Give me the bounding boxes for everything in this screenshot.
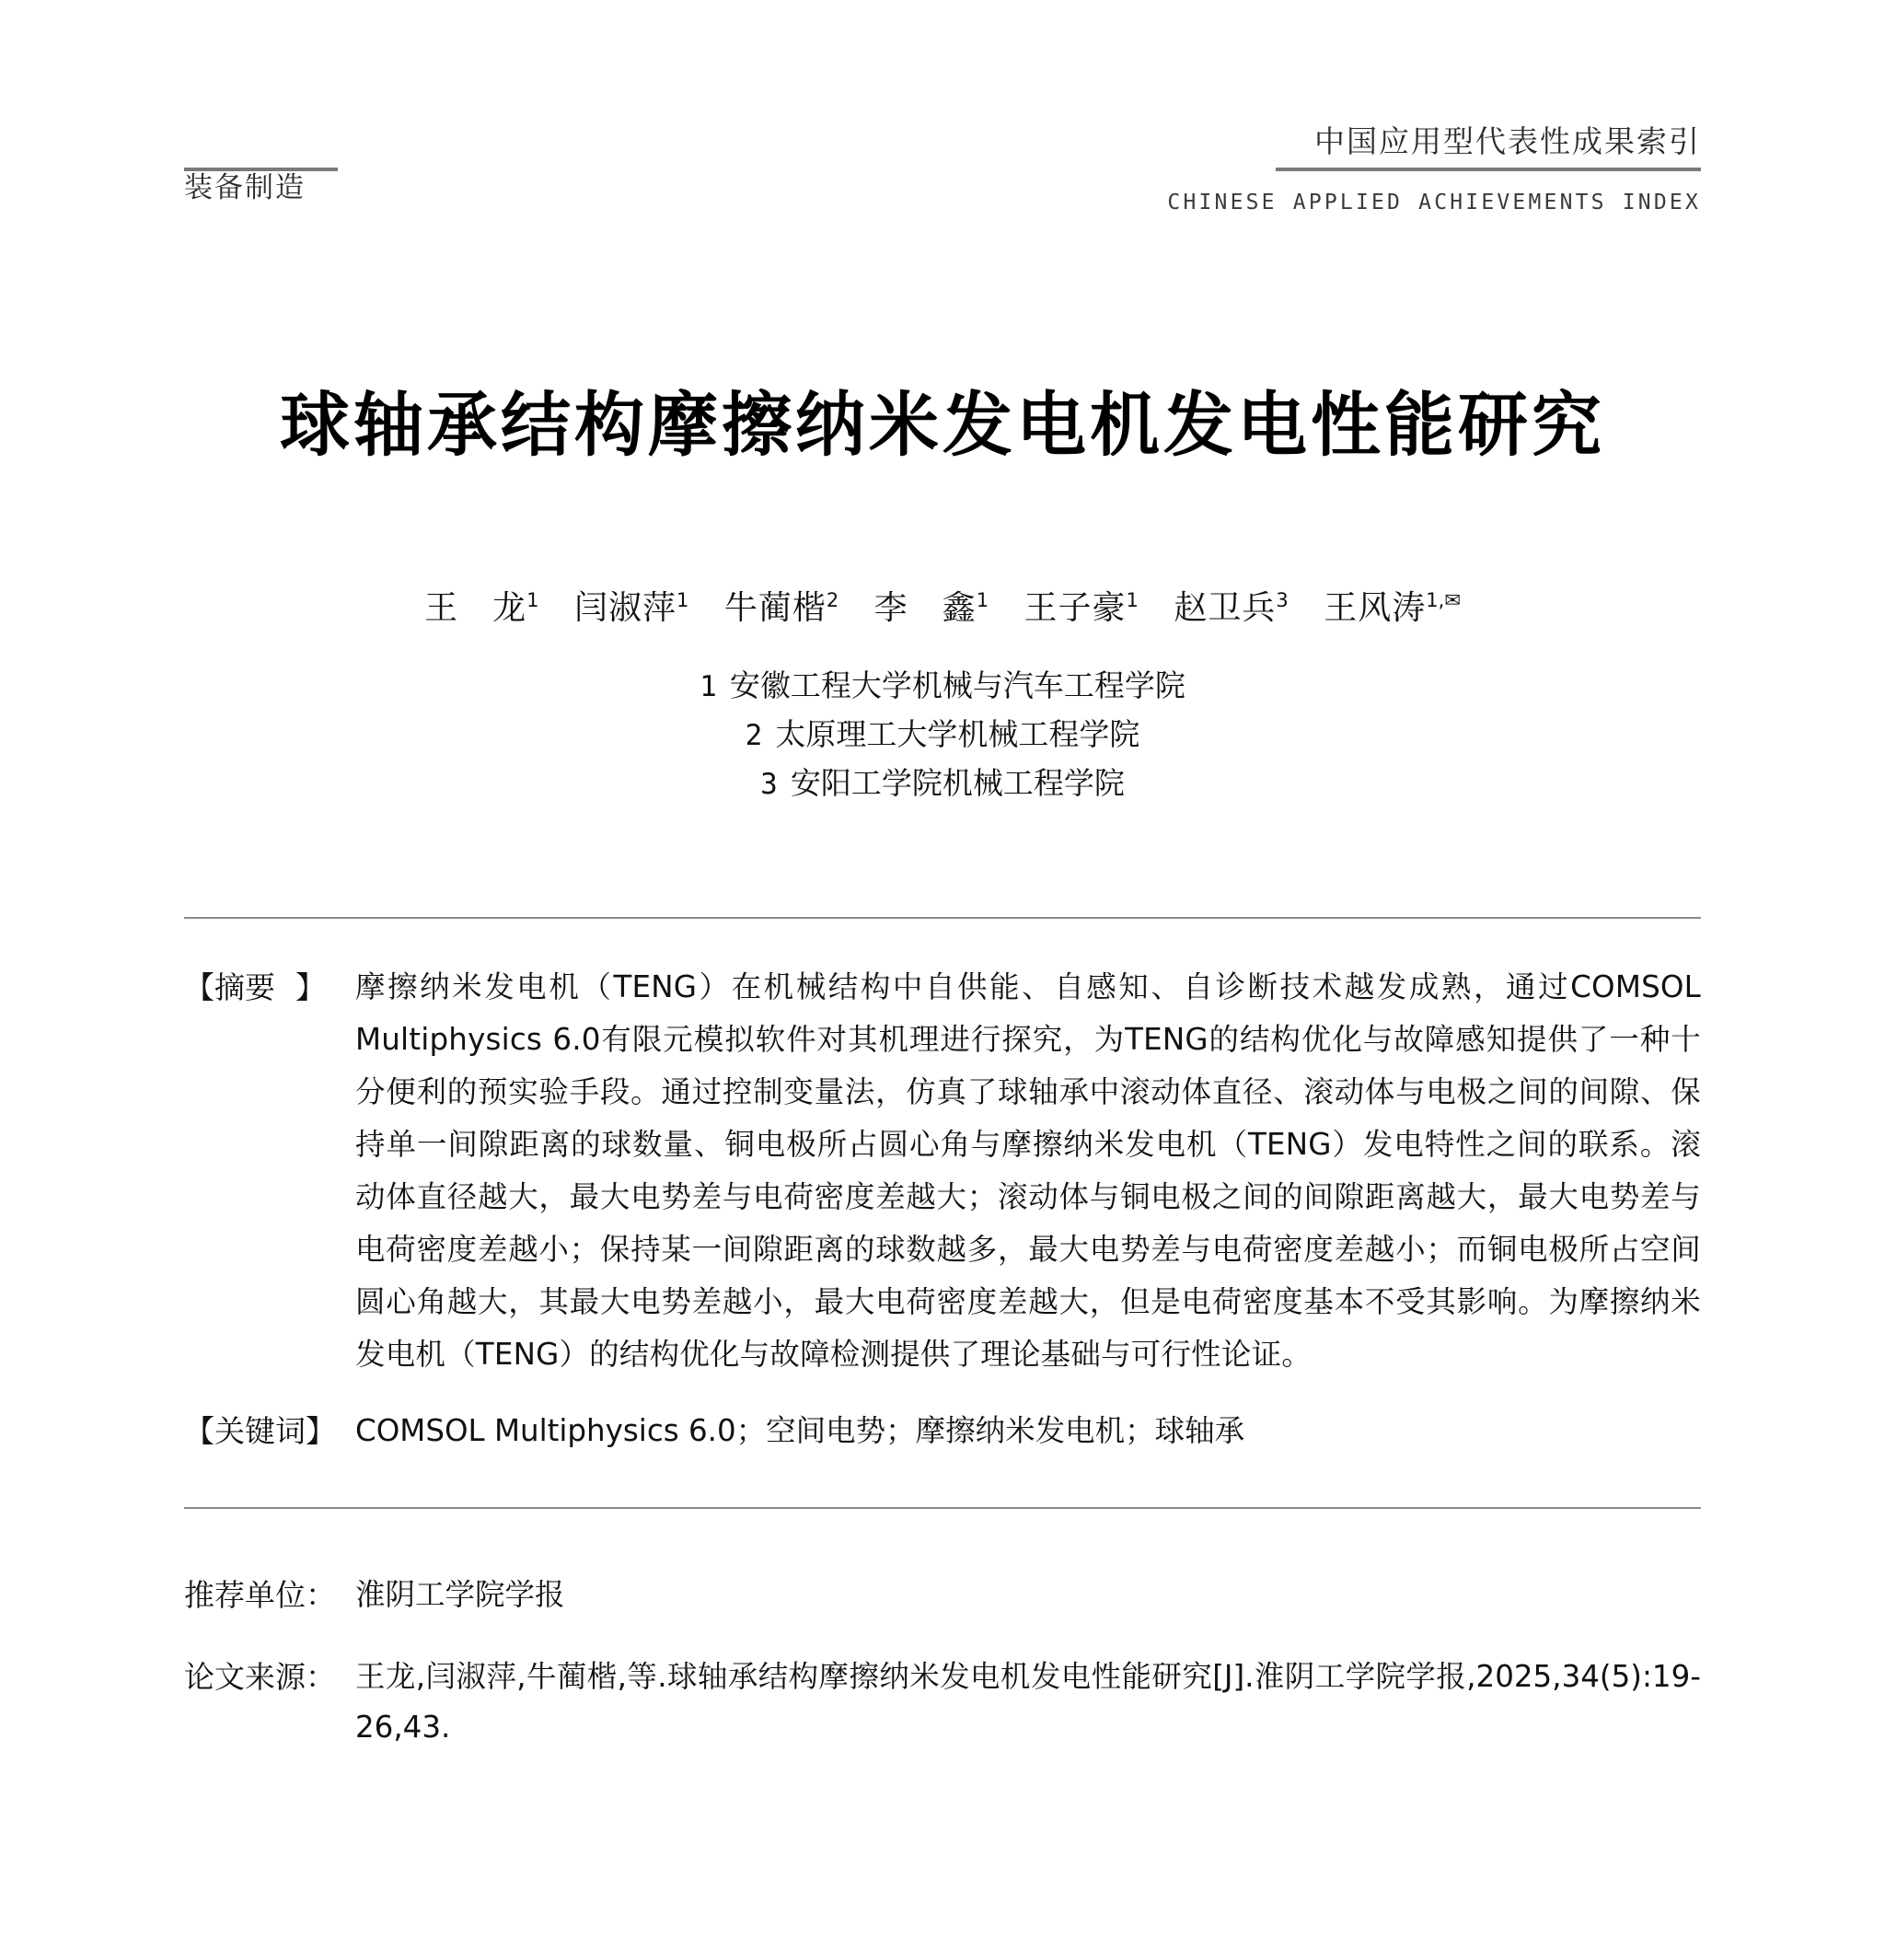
affiliation-number: 2	[745, 719, 763, 752]
index-title-cn: 中国应用型代表性成果索引	[1314, 123, 1701, 159]
author-name: 李 鑫	[873, 589, 977, 627]
keywords-label: 【关键词】	[184, 1413, 336, 1449]
abstract-label-suffix: 】	[295, 969, 326, 1005]
index-title-en: CHINESE APPLIED ACHIEVEMENTS INDEX	[1167, 191, 1701, 215]
page-header	[184, 0, 1701, 215]
author-affiliation-marker: 1	[1126, 589, 1139, 611]
abstract-label	[184, 961, 355, 1014]
author-affiliation-marker: 2	[826, 589, 839, 611]
author-item	[874, 589, 989, 627]
index-branding	[1167, 118, 1701, 215]
recommend-row	[184, 1570, 1701, 1620]
keywords-text: COMSOL Multiphysics 6.0；空间电势；摩擦纳米发电机；球轴承	[355, 1413, 1245, 1448]
author-item	[1174, 589, 1288, 627]
abstract-text: 摩擦纳米发电机（TENG）在机械结构中自供能、自感知、自诊断技术越发成熟，通过COMSOL Multiphysics 6.0有限元模拟软件对其机理进行探究，为TENG的结构优化与故障感知提供了一种十分便利的预实验手段。通过控制变量法，仿真了球轴承中滚动体直径、滚动体与电极之间的间隙、保持单一间隙距离的球数量、铜电极所占圆心角与摩擦纳米发电机（TENG）发电特性之间的联系。滚动体直径越大，最大电势差与电荷密度差越大；滚动体与铜电极之间的间隙距离越大，最大电势差与电荷密度差越小；保持某一间隙距离的球数越多，最大电势差与电荷密度差越小；而铜电极所占空间圆心角越大，其最大电势差越小，最大电荷密度差越大，但是电荷密度基本不受其影响。为摩擦纳米发电机（TENG）的结构优化与故障检测提供了理论基础与可行性论证。	[355, 969, 1701, 1372]
affiliation-number: 1	[700, 670, 717, 703]
author-list	[184, 582, 1701, 629]
author-affiliation-marker: 1	[526, 589, 539, 611]
author-item	[1024, 589, 1139, 627]
affiliation-text: 安徽工程大学机械与汽车工程学院	[729, 667, 1185, 703]
affiliation-text: 安阳工学院机械工程学院	[790, 765, 1125, 801]
source-row	[184, 1652, 1701, 1753]
author-item	[724, 589, 838, 627]
author-name: 王 龙	[424, 589, 527, 627]
author-item	[1324, 589, 1461, 627]
source-value: 王龙,闫淑萍,牛蔺楷,等.球轴承结构摩擦纳米发电机发电性能研究[J].淮阴工学院学报,2025,34(5):19-26,43.	[355, 1659, 1701, 1745]
author-affiliation-marker: 1	[677, 589, 689, 611]
recommend-value: 淮阴工学院学报	[355, 1577, 565, 1612]
page-title: 球轴承结构摩擦纳米发电机发电性能研究	[280, 384, 1605, 466]
affiliation-list	[184, 662, 1701, 808]
section-label: 装备制造	[184, 171, 306, 204]
header-rule-left	[184, 168, 338, 171]
recommend-label: 推荐单位：	[184, 1577, 336, 1613]
corresponding-author-marker: 1,✉	[1426, 589, 1461, 611]
affiliation-item	[184, 711, 1701, 760]
affiliation-item	[184, 760, 1701, 808]
author-name: 王风涛	[1324, 589, 1427, 627]
abstract-label-word: 要	[245, 969, 295, 1005]
divider-top	[184, 917, 1701, 919]
author-name: 王子豪	[1023, 589, 1127, 627]
author-name: 闫淑萍	[573, 589, 677, 627]
affiliation-text: 太原理工大学机械工程学院	[775, 716, 1140, 752]
header-rule-right	[1276, 168, 1701, 171]
author-affiliation-marker: 3	[1276, 589, 1289, 611]
author-name: 赵卫兵	[1174, 589, 1277, 627]
author-affiliation-marker: 1	[976, 589, 989, 611]
keywords-block	[184, 1405, 1701, 1457]
affiliation-number: 3	[760, 768, 778, 801]
meta-block	[184, 1570, 1701, 1753]
divider-bottom	[184, 1507, 1701, 1509]
author-item	[424, 589, 538, 627]
author-name: 牛蔺楷	[723, 589, 827, 627]
affiliation-item	[184, 662, 1701, 711]
source-label: 论文来源：	[184, 1659, 336, 1695]
abstract-label-prefix: 【摘	[184, 969, 245, 1005]
abstract-block	[184, 961, 1701, 1381]
author-item	[574, 589, 688, 627]
